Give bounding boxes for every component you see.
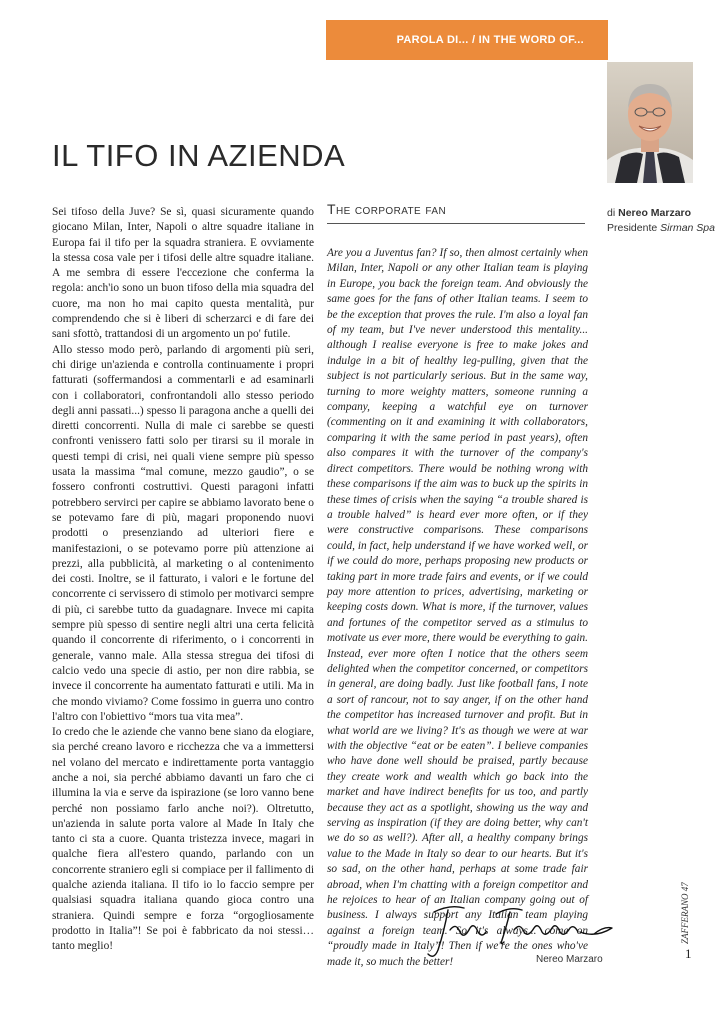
byline-prefix: di xyxy=(607,207,616,219)
page-number: 1 xyxy=(685,946,692,961)
magazine-label: ZAFFERANO 47 xyxy=(680,882,690,944)
italian-column xyxy=(52,205,314,955)
author-portrait xyxy=(607,62,693,183)
italian-paragraph: Sei tifoso della Juve? Se sì, quasi sicuramente quando giocano Milan, Inter, Napoli o altre squadre italiane in Europa fai il tifo per la squadra straniera. E ovviamente la stessa cosa vale per i tifosi delle altre squadre italiane. A me sembra di essere l'eccezione che conferma la regola: anch'io sono un buon tifoso della mia squadra del cuore, ma non ho mai capito questa mentalità, pur comprendendo che si è liberi di scherzarci e di fare dei sani sfottò, trattandosi di un argomento un po' futile. xyxy=(52,206,314,341)
english-paragraph: Are you a Juventus fan? If so, then almost certainly when Milan, Inter, Napoli or any other Italian team is playing in Europe, you back the foreign team. And obviously the same goes for the fans of other Italian teams. I seem to be the exception that proves the rule. I'm also a loyal fan of my team, but I've never understood this mentality... although I realise everyone is free to make jokes and indulge in a bit of healthy leg-pulling, given that the subject is not particularly serious. But in the same way, turning to more weighty matters, someone running a company, keeping a watchful eye on turnover (commenting on it and examining it with collaborators, comparing it with the same period in past years), often also compares it with the turnover of the company's direct competitors. There would be nothing wrong with these comparisons if the aim was to buck up the spirits in these times of crisis when the saying “a trouble shared is a trouble halved” is heard ever more often, or if they were constructive comparisons. These comparisons could, in fact, help understand if we have worked well, or if we could do more, perhaps proposing new products or taking part in more trade fairs and events, or if we could pay more attention to prices, advertising, marketing or keeping costs down. What is more, if the turnover, values and fortunes of the competitor served as a stimulus to motivate us ever more, there would be everything to gain. Instead, ever more often I notice that the others seem delighted when the competitor concerned, or competitors in general, are doing badly. Just like football fans, I note a sort of rancour, not to say anger, if on the other hand the competitor has increased turnover and profit. But in what world are we living? It's as though we were at war with the objective “eat or be eaten”. I believe companies who have done well should be praised, partly because they create work and wealth which go back into the market and have indirect benefits for us too, and partly because they act as a spotlight, showing us the way and serving as inspiration (if they are doing better, why can't we do so as well?). After all, a healthy company brings value to the Made in Italy so dear to our hearts. But it's so sad, on the other hand, perhaps at some trade fair abroad, when I'm chatting with a foreign competitor and he rejoices to hear of an Italian company going out of business. I always support any Italian team playing against a foreign team. So it's always... come on “proudly made in Italy”! Then if we're the ones who've made it, so much the better! xyxy=(327,247,588,968)
byline-company: Sirman Spa xyxy=(660,222,715,234)
magazine-name xyxy=(680,884,694,944)
english-column xyxy=(327,246,588,970)
english-heading: The corporate fan xyxy=(327,201,585,224)
italian-paragraph: Io credo che le aziende che vanno bene siano da elogiare, sia perché creano lavoro e ricchezza che va a immettersi nel volano del mercato e indirettamente porta vantaggio anche a noi, sia perché abbiamo davanti un faro che ci illumina la via e serve da ispirazione (se loro vanno bene perché non possiamo farlo anche noi?). Oltretutto, un'azienda in salute porta valore al Made In Italy che tanto ci sta a cuore. Quanta tristezza invece, magari in qualche fiera all'estero quando, parlando con un concorrente straniero egli si compiace per il fallimento di qualche azienda italiana. Il tifo io lo faccio sempre per qualsiasi squadra italiana quando gioca contro una straniera. Quindi sempre e forza “orgogliosamente prodotto in Italia”! Se poi è fabbricato da noi stessi… tanto meglio! xyxy=(52,726,314,953)
byline-role: Presidente xyxy=(607,222,658,234)
signature-name: Nereo Marzaro xyxy=(536,954,603,965)
section-banner xyxy=(326,20,608,60)
article-title: IL TIFO IN AZIENDA xyxy=(52,138,346,173)
author-byline xyxy=(607,206,717,236)
section-banner-label: PAROLA DI... / IN THE WORD OF... xyxy=(396,34,584,46)
italian-paragraph: Allo stesso modo però, parlando di argomenti più seri, chi dirige un'azienda e controlla continuamente i propri fatturati (soffermandosi a commentarli e ad esaminarli con i collaboratori, confrontandoli allo stesso periodo degli anni passati...) spesso li paragona anche a quelli dei diretti concorrenti. Nulla di male ci sarebbe se questi confronti venissero fatti solo per tirarsi su il morale in questi tempi di crisi, nei quali viene sempre più spesso usata la massima “mal comune, mezzo gaudio”, o se fossero confronti costruttivi. Questi paragoni infatti potrebbero servirci per capire se abbiamo lavorato bene o se potevamo fare di più, magari proponendo nuovi prodotti o presenziando ad ulteriori fiere e manifestazioni, o se potevamo porre più attenzione ai prezzi, alla pubblicità, al marketing o al contenimento dei costi. Inoltre, se il fatturato, i valori e le fortune del concorrente ci servissero di stimolo per motivarci sempre di più, ci sarebbe tutto da guadagnare. Invece mi capita sempre più spesso di sentire negli altri una certa felicità quando il concorrente di riferimento, o i concorrenti in generale, vanno male. Alla stessa stregua dei tifosi di calcio vedo una specie di astio, per non dire rabbia, se invece il concorrente ha aumentato fatturati e utili. Ma in che mondo viviamo? Come fossimo in guerra uno contro l'altro con l'obiettivo “mors tua vita mea”. xyxy=(52,343,314,723)
byline-author: Nereo Marzaro xyxy=(618,207,692,219)
